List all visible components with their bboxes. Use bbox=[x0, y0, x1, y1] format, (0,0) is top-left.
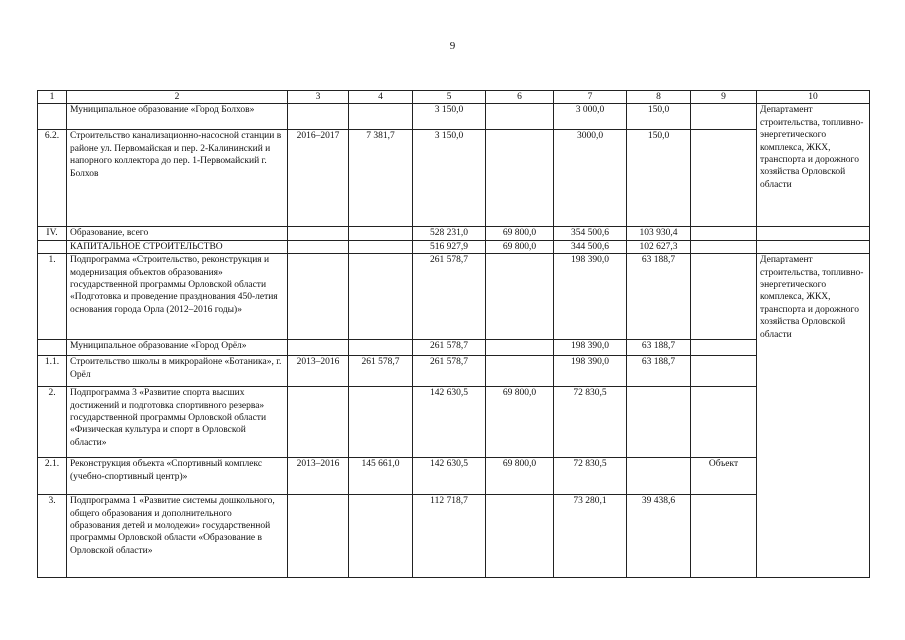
row-number bbox=[38, 340, 67, 356]
empty-cell bbox=[757, 240, 870, 253]
row-cost bbox=[349, 254, 413, 340]
table-row bbox=[38, 495, 870, 578]
row-cost bbox=[349, 227, 413, 240]
responsible-department: Департамент строительства, топливно-энергетического комплекса, ЖКХ, транспорта и дорожного хозяйства Орловской области bbox=[757, 104, 870, 227]
row-total: 261 578,7 bbox=[413, 254, 486, 340]
col-header: 6 bbox=[486, 91, 554, 104]
col-header: 7 bbox=[554, 91, 627, 104]
row-federal: 69 800,0 bbox=[486, 458, 554, 495]
row-number: 1. bbox=[38, 254, 67, 340]
row-number: 2. bbox=[38, 387, 67, 458]
row-local bbox=[627, 458, 691, 495]
row-cost: 145 661,0 bbox=[349, 458, 413, 495]
row-regional: 73 280,1 bbox=[554, 495, 627, 578]
row-period bbox=[288, 340, 349, 356]
row-total: 516 927,9 bbox=[413, 240, 486, 253]
row-local: 150,0 bbox=[627, 130, 691, 227]
row-regional: 72 830,5 bbox=[554, 387, 627, 458]
row-regional: 198 390,0 bbox=[554, 340, 627, 356]
table-row bbox=[38, 387, 870, 458]
row-federal bbox=[486, 104, 554, 130]
row-federal bbox=[486, 495, 554, 578]
row-name: Строительство школы в микрорайоне «Ботаника», г. Орёл bbox=[67, 356, 288, 387]
table-row bbox=[38, 356, 870, 387]
row-number: 2.1. bbox=[38, 458, 67, 495]
row-federal bbox=[486, 130, 554, 227]
row-cost: 261 578,7 bbox=[349, 356, 413, 387]
col-header: 10 bbox=[757, 91, 870, 104]
row-regional: 198 390,0 bbox=[554, 356, 627, 387]
row-local: 63 188,7 bbox=[627, 356, 691, 387]
row-note bbox=[691, 227, 757, 240]
row-number: IV. bbox=[38, 227, 67, 240]
row-period bbox=[288, 104, 349, 130]
row-period bbox=[288, 254, 349, 340]
row-note bbox=[691, 254, 757, 340]
row-total: 3 150,0 bbox=[413, 130, 486, 227]
row-regional: 198 390,0 bbox=[554, 254, 627, 340]
table-row bbox=[38, 458, 870, 495]
row-cost: 7 381,7 bbox=[349, 130, 413, 227]
table-row bbox=[38, 340, 870, 356]
col-header: 8 bbox=[627, 91, 691, 104]
row-number bbox=[38, 104, 67, 130]
row-name: Муниципальное образование «Город Болхов» bbox=[67, 104, 288, 130]
row-total: 142 630,5 bbox=[413, 387, 486, 458]
row-note bbox=[691, 104, 757, 130]
row-local: 103 930,4 bbox=[627, 227, 691, 240]
row-federal bbox=[486, 254, 554, 340]
col-header: 5 bbox=[413, 91, 486, 104]
row-total: 3 150,0 bbox=[413, 104, 486, 130]
row-federal: 69 800,0 bbox=[486, 240, 554, 253]
row-federal bbox=[486, 356, 554, 387]
row-number: 3. bbox=[38, 495, 67, 578]
row-regional: 3000,0 bbox=[554, 130, 627, 227]
row-name: Муниципальное образование «Город Орёл» bbox=[67, 340, 288, 356]
row-note: Объект bbox=[691, 458, 757, 495]
responsible-department: Департамент строительства, топливно-энергетического комплекса, ЖКХ, транспорта и дорожного хозяйства Орловской области bbox=[757, 254, 870, 578]
row-note bbox=[691, 130, 757, 227]
row-name: Подпрограмма «Строительство, реконструкция и модернизация объектов образования» государственной программы Орловской области «Подготовка и проведение празднования 450-летия основания города Орла (2012–2016 годы)» bbox=[67, 254, 288, 340]
row-note bbox=[691, 240, 757, 253]
row-total: 112 718,7 bbox=[413, 495, 486, 578]
col-header: 1 bbox=[38, 91, 67, 104]
row-regional: 3 000,0 bbox=[554, 104, 627, 130]
row-name: Подпрограмма 3 «Развитие спорта высших достижений и подготовка спортивного резерва» государственной программы Орловской области «Физическая культура и спорт в Орловской области» bbox=[67, 387, 288, 458]
row-period bbox=[288, 240, 349, 253]
row-note bbox=[691, 340, 757, 356]
row-regional: 344 500,6 bbox=[554, 240, 627, 253]
row-total: 142 630,5 bbox=[413, 458, 486, 495]
row-period bbox=[288, 387, 349, 458]
row-name: КАПИТАЛЬНОЕ СТРОИТЕЛЬСТВО bbox=[67, 240, 288, 253]
row-cost bbox=[349, 387, 413, 458]
row-name: Реконструкция объекта «Спортивный комплекс (учебно-спортивный центр)» bbox=[67, 458, 288, 495]
col-header: 2 bbox=[67, 91, 288, 104]
row-number: 1.1. bbox=[38, 356, 67, 387]
row-name: Образование, всего bbox=[67, 227, 288, 240]
table-row bbox=[38, 104, 870, 130]
row-note bbox=[691, 356, 757, 387]
row-local: 63 188,7 bbox=[627, 340, 691, 356]
col-header: 4 bbox=[349, 91, 413, 104]
row-federal: 69 800,0 bbox=[486, 227, 554, 240]
table-row bbox=[38, 227, 870, 240]
empty-cell bbox=[757, 227, 870, 240]
table-row bbox=[38, 240, 870, 253]
page-number: 9 bbox=[449, 40, 456, 52]
row-period bbox=[288, 227, 349, 240]
row-number: 6.2. bbox=[38, 130, 67, 227]
row-period: 2016–2017 bbox=[288, 130, 349, 227]
row-local: 102 627,3 bbox=[627, 240, 691, 253]
row-total: 528 231,0 bbox=[413, 227, 486, 240]
row-cost bbox=[349, 104, 413, 130]
table-row bbox=[38, 130, 870, 227]
row-cost bbox=[349, 240, 413, 253]
row-local: 39 438,6 bbox=[627, 495, 691, 578]
row-name: Подпрограмма 1 «Развитие системы дошкольного, общего образования и дополнительного образования детей и молодежи» государственной программы Орловской области «Образование в Орловской области» bbox=[67, 495, 288, 578]
program-table bbox=[37, 90, 870, 578]
row-cost bbox=[349, 495, 413, 578]
col-header: 9 bbox=[691, 91, 757, 104]
row-note bbox=[691, 495, 757, 578]
row-period bbox=[288, 495, 349, 578]
header-row bbox=[38, 91, 870, 104]
row-name: Строительство канализационно-насосной станции в районе ул. Первомайская и пер. 2-Калининский и напорного коллектора до пер. 1-Первомайский г. Болхов bbox=[67, 130, 288, 227]
row-local: 150,0 bbox=[627, 104, 691, 130]
row-period: 2013–2016 bbox=[288, 458, 349, 495]
row-regional: 354 500,6 bbox=[554, 227, 627, 240]
row-local: 63 188,7 bbox=[627, 254, 691, 340]
row-federal bbox=[486, 340, 554, 356]
table-row bbox=[38, 254, 870, 340]
row-total: 261 578,7 bbox=[413, 340, 486, 356]
row-cost bbox=[349, 340, 413, 356]
row-number bbox=[38, 240, 67, 253]
row-period: 2013–2016 bbox=[288, 356, 349, 387]
row-local bbox=[627, 387, 691, 458]
row-note bbox=[691, 387, 757, 458]
row-regional: 72 830,5 bbox=[554, 458, 627, 495]
row-total: 261 578,7 bbox=[413, 356, 486, 387]
col-header: 3 bbox=[288, 91, 349, 104]
row-federal: 69 800,0 bbox=[486, 387, 554, 458]
